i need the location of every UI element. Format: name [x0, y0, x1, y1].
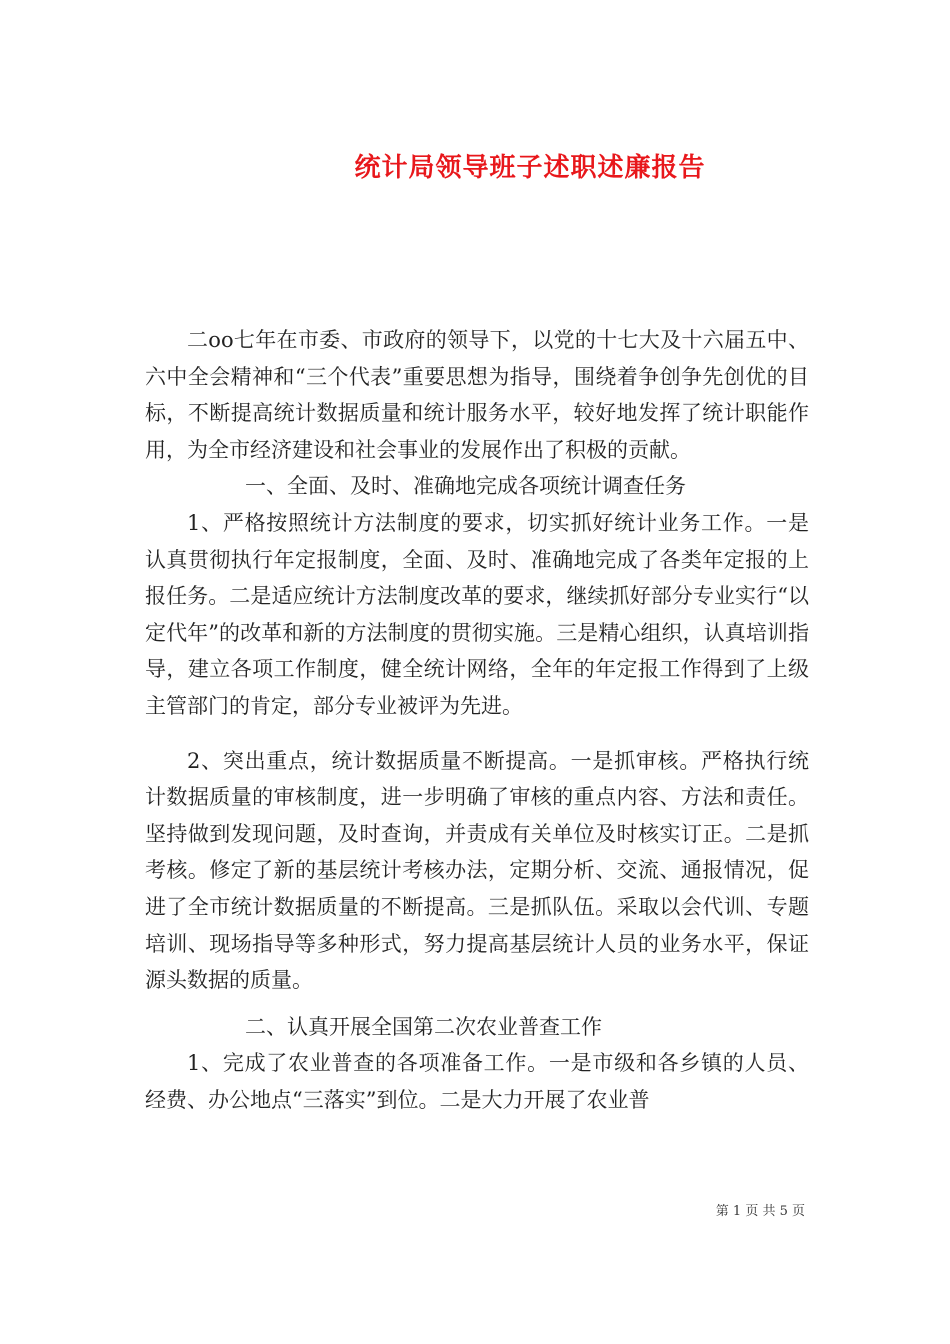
paragraph-1-2: 2、突出重点，统计数据质量不断提高。一是抓审核。严格执行统计数据质量的审核制度，进一步明确了审核的重点内容、方法和责任。坚持做到发现问题，及时查询，并责成有关单位及时核实订正。二是抓考核。修定了新的基层统计考核办法，定期分析、交流、通报情况，促进了全市统计数据质量的不断提高。三是抓队伍。采取以会代训、专题培训、现场指导等多种形式，努力提高基层统计人员的业务水平，保证源头数据的质量。 — [145, 748, 809, 993]
section-heading-1: 一、全面、及时、准确地完成各项统计调查任务 — [245, 474, 686, 499]
section-heading-2: 二、认真开展全国第二次农业普查工作 — [245, 1014, 602, 1039]
intro-paragraph: 二oo七年在市委、市政府的领导下，以党的十七大及十六届五中、六中全会精神和“三个代表”重要思想为指导，围绕着争创争先创优的目标，不断提高统计数据质量和统计服务水平，较好地发挥了统计职能作用，为全市经济建设和社会事业的发展作出了积极的贡献。 — [145, 328, 809, 462]
document-title: 统计局领导班子述职述廉报告 — [354, 153, 706, 184]
page-number-footer: 第 1 页 共 5 页 — [715, 1204, 805, 1219]
paragraph-1-1: 1、严格按照统计方法制度的要求，切实抓好统计业务工作。一是认真贯彻执行年定报制度，全面、及时、准确地完成了各类年定报的上报任务。二是适应统计方法制度改革的要求，继续抓好部分专业实行“以定代年”的改革和新的方法制度的贯彻实施。三是精心组织，认真培训指导，建立各项工作制度，健全统计网络，全年的年定报工作得到了上级主管部门的肯定，部分专业被评为先进。 — [145, 510, 809, 718]
document-body — [145, 322, 809, 1118]
paragraph-2-1: 1、完成了农业普查的各项准备工作。一是市级和各乡镇的人员、经费、办公地点“三落实”到位。二是大力开展了农业普 — [145, 1051, 809, 1112]
